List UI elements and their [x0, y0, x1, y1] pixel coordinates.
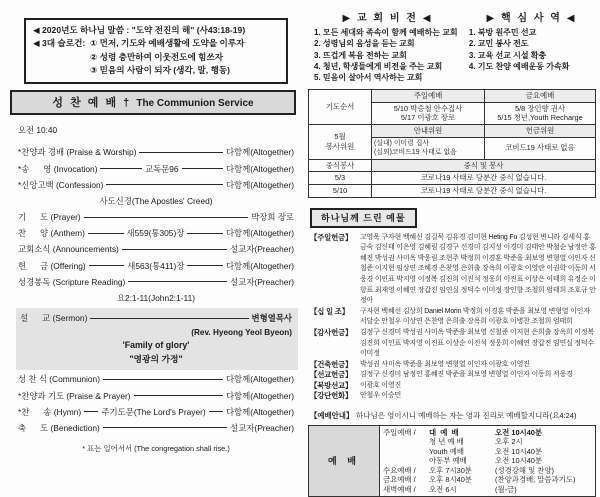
- table-row-label: 기도순서: [309, 90, 372, 125]
- page-right-info: [300, 0, 600, 494]
- dash-leader: [103, 427, 227, 428]
- order-subline: 요2:1-11(John2:1-11): [116, 292, 196, 303]
- worship-schedule-table: [308, 425, 596, 497]
- dash-leader: [90, 318, 248, 319]
- sermon-title-ko: "영광의 가정": [129, 353, 183, 364]
- dash-leader: [84, 217, 249, 218]
- dash-leader: [103, 379, 223, 380]
- dash-leader: [134, 395, 223, 396]
- order-of-worship: [18, 144, 294, 454]
- date-cell: 5/10: [309, 184, 372, 197]
- offerings-title-box: 하나님께 드린 예물: [310, 208, 417, 228]
- slogan-item: ② 성령 충만하여 이웃전도에 힘쓰자: [90, 51, 224, 62]
- table-row-label: 5월 봉사위원: [309, 125, 372, 160]
- schedule-row: Youth 예배 오전 10시40분: [429, 446, 543, 456]
- vision-item: 1. 모든 세대와 족속이 함께 예배하는 교회: [314, 28, 458, 38]
- schedule-row: 청 년 예 배 오후 2시: [429, 437, 523, 447]
- slogan-row: [33, 37, 281, 77]
- schedule-row: 새벽예배 / 오전 6시 (월-금): [383, 484, 517, 494]
- sermon-title-en: 'Family of glory': [122, 340, 190, 351]
- service-title-bar: [10, 90, 296, 115]
- ministry-item: 1. 북방 원주민 선교: [468, 28, 537, 38]
- vision-item: 3. 뜨겁게 복음 전하는 교회: [314, 50, 407, 60]
- schedule-row: 금요예배 / 오후 8시40분 (찬양과경배, 말씀과기도): [383, 475, 576, 485]
- dash-leader: [187, 233, 223, 234]
- page-left-order-of-worship: [0, 0, 300, 463]
- vision-title: ▶ 교 회 비 전 ◀: [342, 13, 433, 24]
- schedule-row: 수요예배 / 오후 7시30분 (성경강해 및 찬양): [383, 465, 555, 475]
- church-vision: [314, 13, 461, 83]
- order-subline: 사도신경(The Apostles' Creed): [99, 195, 213, 206]
- vision-item: 5. 믿음이 살아서 역사하는 교회: [314, 73, 423, 83]
- service-time: 오전 10:40: [18, 125, 58, 136]
- worship-guide-line: 【예배안내】 하나님은 영이시니 예배하는 자는 영과 진리로 예배할지니라(요4:24): [310, 411, 577, 421]
- offering-section: 【건축헌금】 박성권 사미옥 박준을 최보영 변형열 이인자 이광호 이영진: [310, 359, 530, 369]
- dash-leader: [89, 265, 125, 266]
- order-item: 교회소식 (Announcements) 설교자(Preacher): [18, 244, 294, 255]
- dash-leader: [128, 281, 227, 282]
- dash-leader: [139, 152, 222, 153]
- column-header: 중식 및 봉사: [372, 159, 596, 172]
- order-item: *찬양과 기도 (Praise & Prayer) 다함께(Altogether): [18, 390, 294, 401]
- slogan-item: ③ 믿음의 사람이 되자 (생각, 말, 행동): [90, 64, 231, 75]
- order-item: *찬 송 (Hymn) 주기도문(The Lord's Prayer) 다함께(Altogether): [18, 406, 294, 417]
- dash-leader: [106, 184, 223, 185]
- ministry-item: 3. 교육 선교 시설 확충: [468, 50, 547, 60]
- order-item: 축 도 (Benediction) 설교자(Preacher): [18, 422, 294, 433]
- slogan-list: [90, 37, 244, 77]
- ministry-title: ▶ 핵 심 사 역 ◀: [486, 13, 577, 24]
- annual-theme-line: ◀ 2020년도 하나님 말씀 : "도약 전진의 해" (사43:18-19): [33, 25, 246, 35]
- offerings-list: [308, 233, 596, 403]
- sermon-block: [16, 308, 298, 370]
- slogan-label: ◀ 3대 슬로건:: [33, 38, 91, 49]
- dash-leader: [182, 168, 223, 169]
- worship-label-cell: 예 배: [309, 426, 380, 497]
- dash-leader: [122, 249, 227, 250]
- order-item: *송 영 (Invocation) 교독문96 다함께(Altogether): [18, 163, 295, 174]
- table-cell: 코로나19 사태로 당분간 중식 없습니다.: [372, 172, 596, 185]
- table-cell: 5/10 박승철 안수집사 5/17 이광호 장로: [372, 102, 485, 124]
- table-row-label: 중식봉사: [309, 159, 372, 172]
- order-item: 찬 양 (Anthem) 새559(통305)장 다함께(Altogether): [18, 228, 294, 239]
- core-ministry: [461, 13, 594, 83]
- ministry-item: 4. 기도 찬양 예배운동 가속화: [468, 61, 570, 71]
- schedule-row: 주일예배 / 대 예 배 오전 10시40분: [383, 428, 543, 438]
- dash-leader: [84, 411, 98, 412]
- annual-theme-box: [24, 18, 288, 84]
- table-cell: 코비드19 사태로 없음: [485, 137, 596, 159]
- preacher-name-en: (Rev. Hyeong Yeol Byeon): [191, 328, 292, 338]
- vision-item: 2. 성령님의 음성을 듣는 교회: [314, 39, 415, 49]
- ministry-item: 2. 교민 봉사 전도: [468, 39, 529, 49]
- table-cell: 코로나19 사태로 당분간 중식 없습니다.: [372, 184, 596, 197]
- order-item: 성경봉독 (Scripture Reading) 설교자(Preacher): [18, 276, 294, 287]
- lunch-service-table: [308, 159, 596, 198]
- order-item: *신앙고백 (Confession) 다함께(Altogether): [18, 179, 294, 190]
- order-item: 헌 금 (Offering) 새563(통411)장 다함께(Altogether): [18, 260, 294, 271]
- order-item: 기 도 (Prayer) 박장희 장로: [18, 212, 294, 223]
- slogan-item: ① 먼저, 기도와 예배생활에 도약을 이루자: [90, 38, 245, 49]
- worship-verse: 하나님은 영이시니 예배하는 자는 영과 진리로 예배할지니라(요4:24): [356, 411, 577, 421]
- vision-item: 4. 청년, 학생들에게 비전을 주는 교회: [314, 61, 443, 71]
- offering-section: 【북방선교】 이광호 이영진: [310, 380, 402, 390]
- vision-ministry-row: [314, 13, 594, 83]
- column-header: 안내위원: [372, 125, 485, 138]
- dash-leader: [187, 265, 223, 266]
- dash-leader: [209, 411, 223, 412]
- rise-footnote: * 표는 일어서서 (The congregation shall rise.): [82, 444, 230, 454]
- worship-schedule-cell: [380, 426, 596, 497]
- volunteer-table: [308, 124, 596, 160]
- service-title-ko: 성 찬 예 배: [52, 97, 119, 110]
- offering-section: 【강단헌화】 안철우 이승민: [310, 391, 402, 401]
- service-title-en: The Communion Service: [136, 98, 254, 110]
- dash-leader: [88, 233, 124, 234]
- schedule-row: 아동부 예배 오전 10시40분: [429, 456, 543, 466]
- prayer-order-table: [308, 89, 596, 125]
- offering-section: 【선교헌금】 김정구 신경미 남정인 홍혜진 박준을 최보영 변형열 이인자 이동희 서웅경: [310, 370, 573, 380]
- column-header: 헌금위원: [485, 125, 596, 138]
- table-cell: 5/8 장인향 권사 5/15 청년,Youth Recharge: [485, 102, 596, 124]
- dash-leader: [100, 168, 141, 169]
- order-item: 성 찬 식 (Communion) 다함께(Altogether): [18, 374, 294, 385]
- offering-section: 【주일헌금】 고영욱 구자현 백혜선 김길묵 김유경 김미현 Heting Fu 김성현 변니라 김세식 홍금숙 김신태 이은영 김혜림 김경구 신경미 김지성 이경미 김태안 박철순 남정안 홍혜진 박성권 사미옥 박웅림 조현주 박정희 이경훈 박준을 최보영 변형열 이인자 신철준 이지현 임상연 조혜경 은찬영 은희출 장옥희 이광호 이영란 이권학 이동희 서웅경 이인표 박지영 이정복 김진희 이진석 정웅희 이진표 이상은 이태희 유정순 이항표 최재영 이혜연 장갑진 임연실 정덕수 이미정 장인향 조철희 엄태희 조호규 안정아: [310, 232, 596, 305]
- date-cell: 5/3: [309, 172, 372, 185]
- column-header: 금요예배: [485, 90, 596, 103]
- offering-section: 【십 일 조】 구자현 백혜선 김상희 Daniel Morin 박정희 이경훈 박준을 최보영 변형열 이인자 서달순 안철우 이상연 은찬영 은희출 장옥희 이광호 이병찬 조철희 엄태희: [310, 306, 590, 326]
- table-cell: (실내) 이미령 집사 (실외)코비드19 사태로 없음: [372, 137, 485, 159]
- offering-section: 【감사헌금】 김정구 신경미 박성권 사미옥 박준을 최보영 신철준 이지현 은희출 장옥희 이정복 김진희 이인표 박지영 이진표 이상순 이진석 정웅희 이혜연 장갑진 임연실 정덕수 이미정: [310, 327, 594, 358]
- sermon-row: 설 교 (Sermon) 변형열목사: [20, 313, 292, 324]
- cross-icon: †: [123, 97, 132, 110]
- order-item: *찬양과 경배 (Praise & Worship) 다함께(Altogether): [18, 147, 294, 158]
- column-header: 주일예배: [372, 90, 485, 103]
